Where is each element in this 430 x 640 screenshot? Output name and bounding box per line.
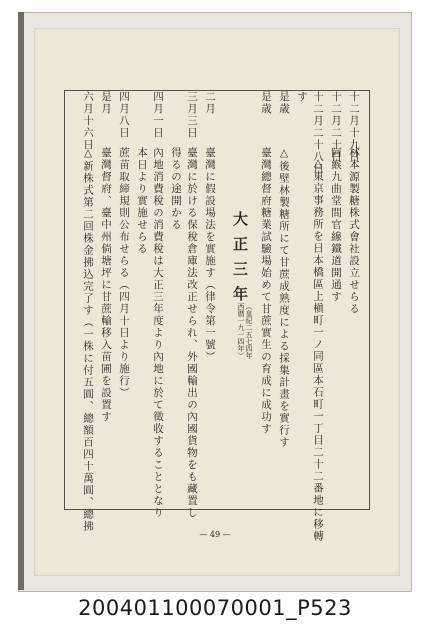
entry-date: 十二月二十日: [330, 91, 342, 163]
entry-text: 林本源製糖株式會社設立せらる: [348, 147, 360, 315]
entry-text-continued: 得るの途開かる: [170, 147, 182, 231]
entry-text-continued: 本日より實施せらる: [136, 147, 148, 255]
entry-text: 阿緱九曲堂間官線鐵道開通す: [330, 147, 342, 303]
entry-date: 四月八日: [118, 91, 130, 139]
entry-date: 二月: [204, 91, 216, 115]
spine-binding: [18, 12, 24, 590]
entry-date: 是歳: [260, 91, 272, 115]
entry-text: △後壁林製糖所にて甘蔗成熟度による採集計畫を實行す: [278, 147, 290, 449]
entry-text: 內地消費稅の消費稅は大正三年度より內地に於て徵收することとなり: [152, 147, 164, 519]
year-note: （皇紀二五七四年 西暦一九一四年）: [237, 303, 253, 359]
image-caption: 200401100070001_P523: [78, 596, 352, 620]
entry-text: 臺灣に假設場法を實施す（律令第一號）: [204, 147, 216, 363]
page-number: — 49 —: [199, 530, 231, 539]
year-heading: 大正三年: [231, 211, 249, 311]
entry-text: 臺灣總督府糖業試驗場始めて甘蔗實生の育成に成功す: [260, 147, 272, 435]
entry-text: 臺灣に於ける保稅倉庫法改正せられ、外國輸出の內國貨物をも藏置し: [186, 147, 198, 519]
entry-date: 是月: [100, 91, 112, 115]
entry-text-continued: す: [296, 91, 308, 103]
entry-date: 十二月二十八日: [312, 91, 324, 175]
entry-date: 是歳: [278, 91, 290, 115]
entry-date: 四月一日: [152, 91, 164, 139]
entry-date: 三月三日: [186, 91, 198, 139]
entry-text: 蔗苗取締規則公布せらる（四月十日より施行）: [118, 147, 130, 399]
entry-date: 六月十六日: [82, 91, 94, 151]
entry-text: △東京事務所を日本橋區上槇町一ノ同區本石町一丁目二十二番地に移轉: [312, 157, 324, 543]
entry-date: 十二月十九日: [348, 91, 360, 163]
entry-text: 臺灣督府、臺中州倘塘坪に甘蔗輸移入苗圃を設置す: [100, 147, 112, 423]
entry-text: △新株式第二回株金拂込完了す（一株に付五圓、總額百四十萬圓、總拂: [82, 147, 94, 533]
